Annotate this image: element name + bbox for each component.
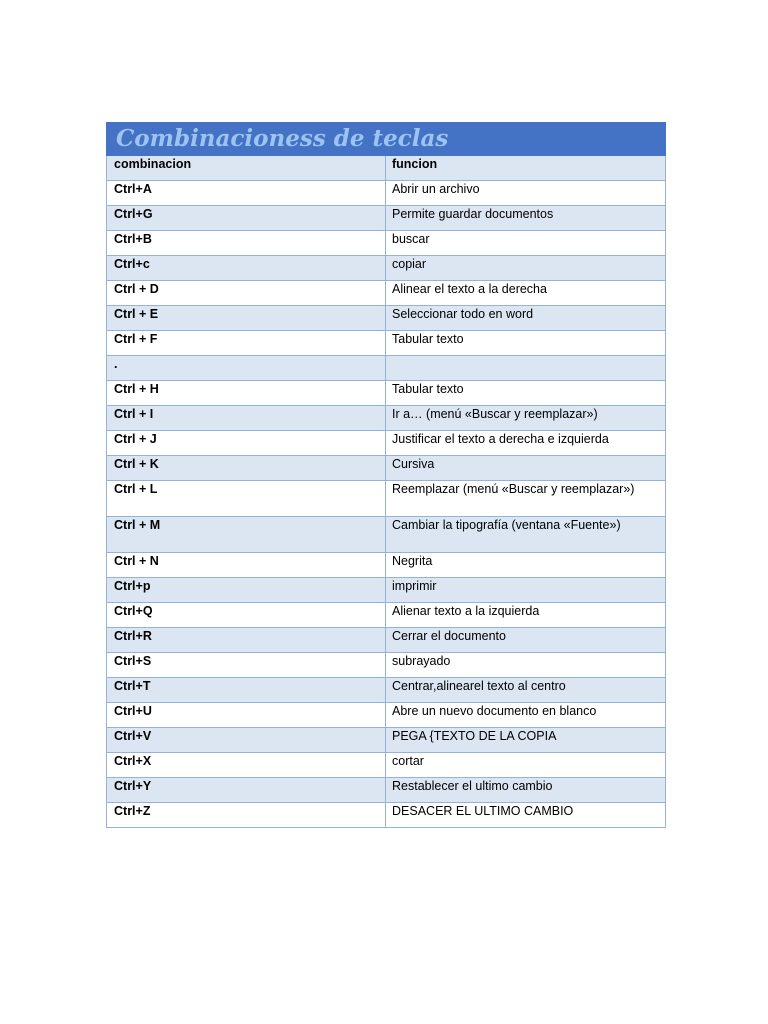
shortcut-function-cell: Seleccionar todo en word xyxy=(386,306,666,331)
shortcut-function-cell: Cursiva xyxy=(386,456,666,481)
shortcut-key-cell: Ctrl + L xyxy=(107,481,386,517)
table-row xyxy=(107,778,666,803)
column-header-combinacion: combinacion xyxy=(107,156,386,181)
table-row xyxy=(107,456,666,481)
shortcut-key-cell: Ctrl+S xyxy=(107,653,386,678)
table-row xyxy=(107,803,666,828)
table-row xyxy=(107,431,666,456)
shortcut-function-cell: buscar xyxy=(386,231,666,256)
table-body xyxy=(107,156,666,828)
shortcut-key-cell: Ctrl+T xyxy=(107,678,386,703)
table-row xyxy=(107,728,666,753)
shortcut-key-cell: Ctrl+U xyxy=(107,703,386,728)
table-row xyxy=(107,206,666,231)
table-row xyxy=(107,281,666,306)
shortcut-function-cell: DESACER EL ULTIMO CAMBIO xyxy=(386,803,666,828)
shortcut-key-cell: Ctrl+G xyxy=(107,206,386,231)
shortcut-key-cell: Ctrl + M xyxy=(107,517,386,553)
table-row xyxy=(107,331,666,356)
shortcut-key-cell: Ctrl+B xyxy=(107,231,386,256)
shortcut-function-cell: Negrita xyxy=(386,553,666,578)
shortcut-key-cell: Ctrl+X xyxy=(107,753,386,778)
table-row xyxy=(107,181,666,206)
table-row xyxy=(107,256,666,281)
shortcut-function-cell: Permite guardar documentos xyxy=(386,206,666,231)
table-row xyxy=(107,578,666,603)
shortcut-key-cell: Ctrl + H xyxy=(107,381,386,406)
shortcut-function-cell xyxy=(386,356,666,381)
shortcut-function-cell: Abrir un archivo xyxy=(386,181,666,206)
shortcut-function-cell: Alienar texto a la izquierda xyxy=(386,603,666,628)
table-row xyxy=(107,406,666,431)
shortcut-key-cell: Ctrl+A xyxy=(107,181,386,206)
shortcut-function-cell: Justificar el texto a derecha e izquierda xyxy=(386,431,666,456)
column-header-funcion: funcion xyxy=(386,156,666,181)
shortcut-key-cell: Ctrl + K xyxy=(107,456,386,481)
shortcut-function-cell: Tabular texto xyxy=(386,331,666,356)
shortcut-function-cell: Cambiar la tipografía (ventana «Fuente») xyxy=(386,517,666,553)
shortcut-function-cell: Centrar,alinearel texto al centro xyxy=(386,678,666,703)
table-title-row xyxy=(107,123,666,156)
shortcut-function-cell: Restablecer el ultimo cambio xyxy=(386,778,666,803)
shortcut-function-cell: PEGA {TEXTO DE LA COPIA xyxy=(386,728,666,753)
shortcuts-table xyxy=(106,122,666,828)
shortcut-key-cell: . xyxy=(107,356,386,381)
shortcut-function-cell: Cerrar el documento xyxy=(386,628,666,653)
shortcut-key-cell: Ctrl+Y xyxy=(107,778,386,803)
shortcut-function-cell: Reemplazar (menú «Buscar y reemplazar») xyxy=(386,481,666,517)
shortcut-function-cell: Abre un nuevo documento en blanco xyxy=(386,703,666,728)
shortcut-key-cell: Ctrl+c xyxy=(107,256,386,281)
shortcut-function-cell: subrayado xyxy=(386,653,666,678)
table-row xyxy=(107,603,666,628)
shortcut-key-cell: Ctrl + D xyxy=(107,281,386,306)
table-title: Combinacioness de teclas xyxy=(107,123,666,156)
shortcut-key-cell: Ctrl + J xyxy=(107,431,386,456)
table-row xyxy=(107,231,666,256)
table-row xyxy=(107,481,666,517)
table-row xyxy=(107,678,666,703)
shortcut-key-cell: Ctrl+p xyxy=(107,578,386,603)
shortcut-key-cell: Ctrl + N xyxy=(107,553,386,578)
table-header-row xyxy=(107,156,666,181)
shortcut-key-cell: Ctrl + E xyxy=(107,306,386,331)
shortcut-key-cell: Ctrl + F xyxy=(107,331,386,356)
shortcut-key-cell: Ctrl+R xyxy=(107,628,386,653)
table-row xyxy=(107,653,666,678)
shortcut-function-cell: Tabular texto xyxy=(386,381,666,406)
table-row xyxy=(107,703,666,728)
shortcut-function-cell: copiar xyxy=(386,256,666,281)
shortcut-function-cell: Alinear el texto a la derecha xyxy=(386,281,666,306)
shortcut-function-cell: cortar xyxy=(386,753,666,778)
table-row xyxy=(107,517,666,553)
shortcut-key-cell: Ctrl+Q xyxy=(107,603,386,628)
table-row xyxy=(107,553,666,578)
shortcut-key-cell: Ctrl+Z xyxy=(107,803,386,828)
shortcut-key-cell: Ctrl + I xyxy=(107,406,386,431)
table-row xyxy=(107,628,666,653)
shortcut-function-cell: Ir a… (menú «Buscar y reemplazar») xyxy=(386,406,666,431)
table-row xyxy=(107,753,666,778)
shortcuts-table-wrapper xyxy=(106,122,665,828)
table-row xyxy=(107,356,666,381)
shortcut-function-cell: imprimir xyxy=(386,578,666,603)
table-row xyxy=(107,381,666,406)
table-row xyxy=(107,306,666,331)
shortcut-key-cell: Ctrl+V xyxy=(107,728,386,753)
